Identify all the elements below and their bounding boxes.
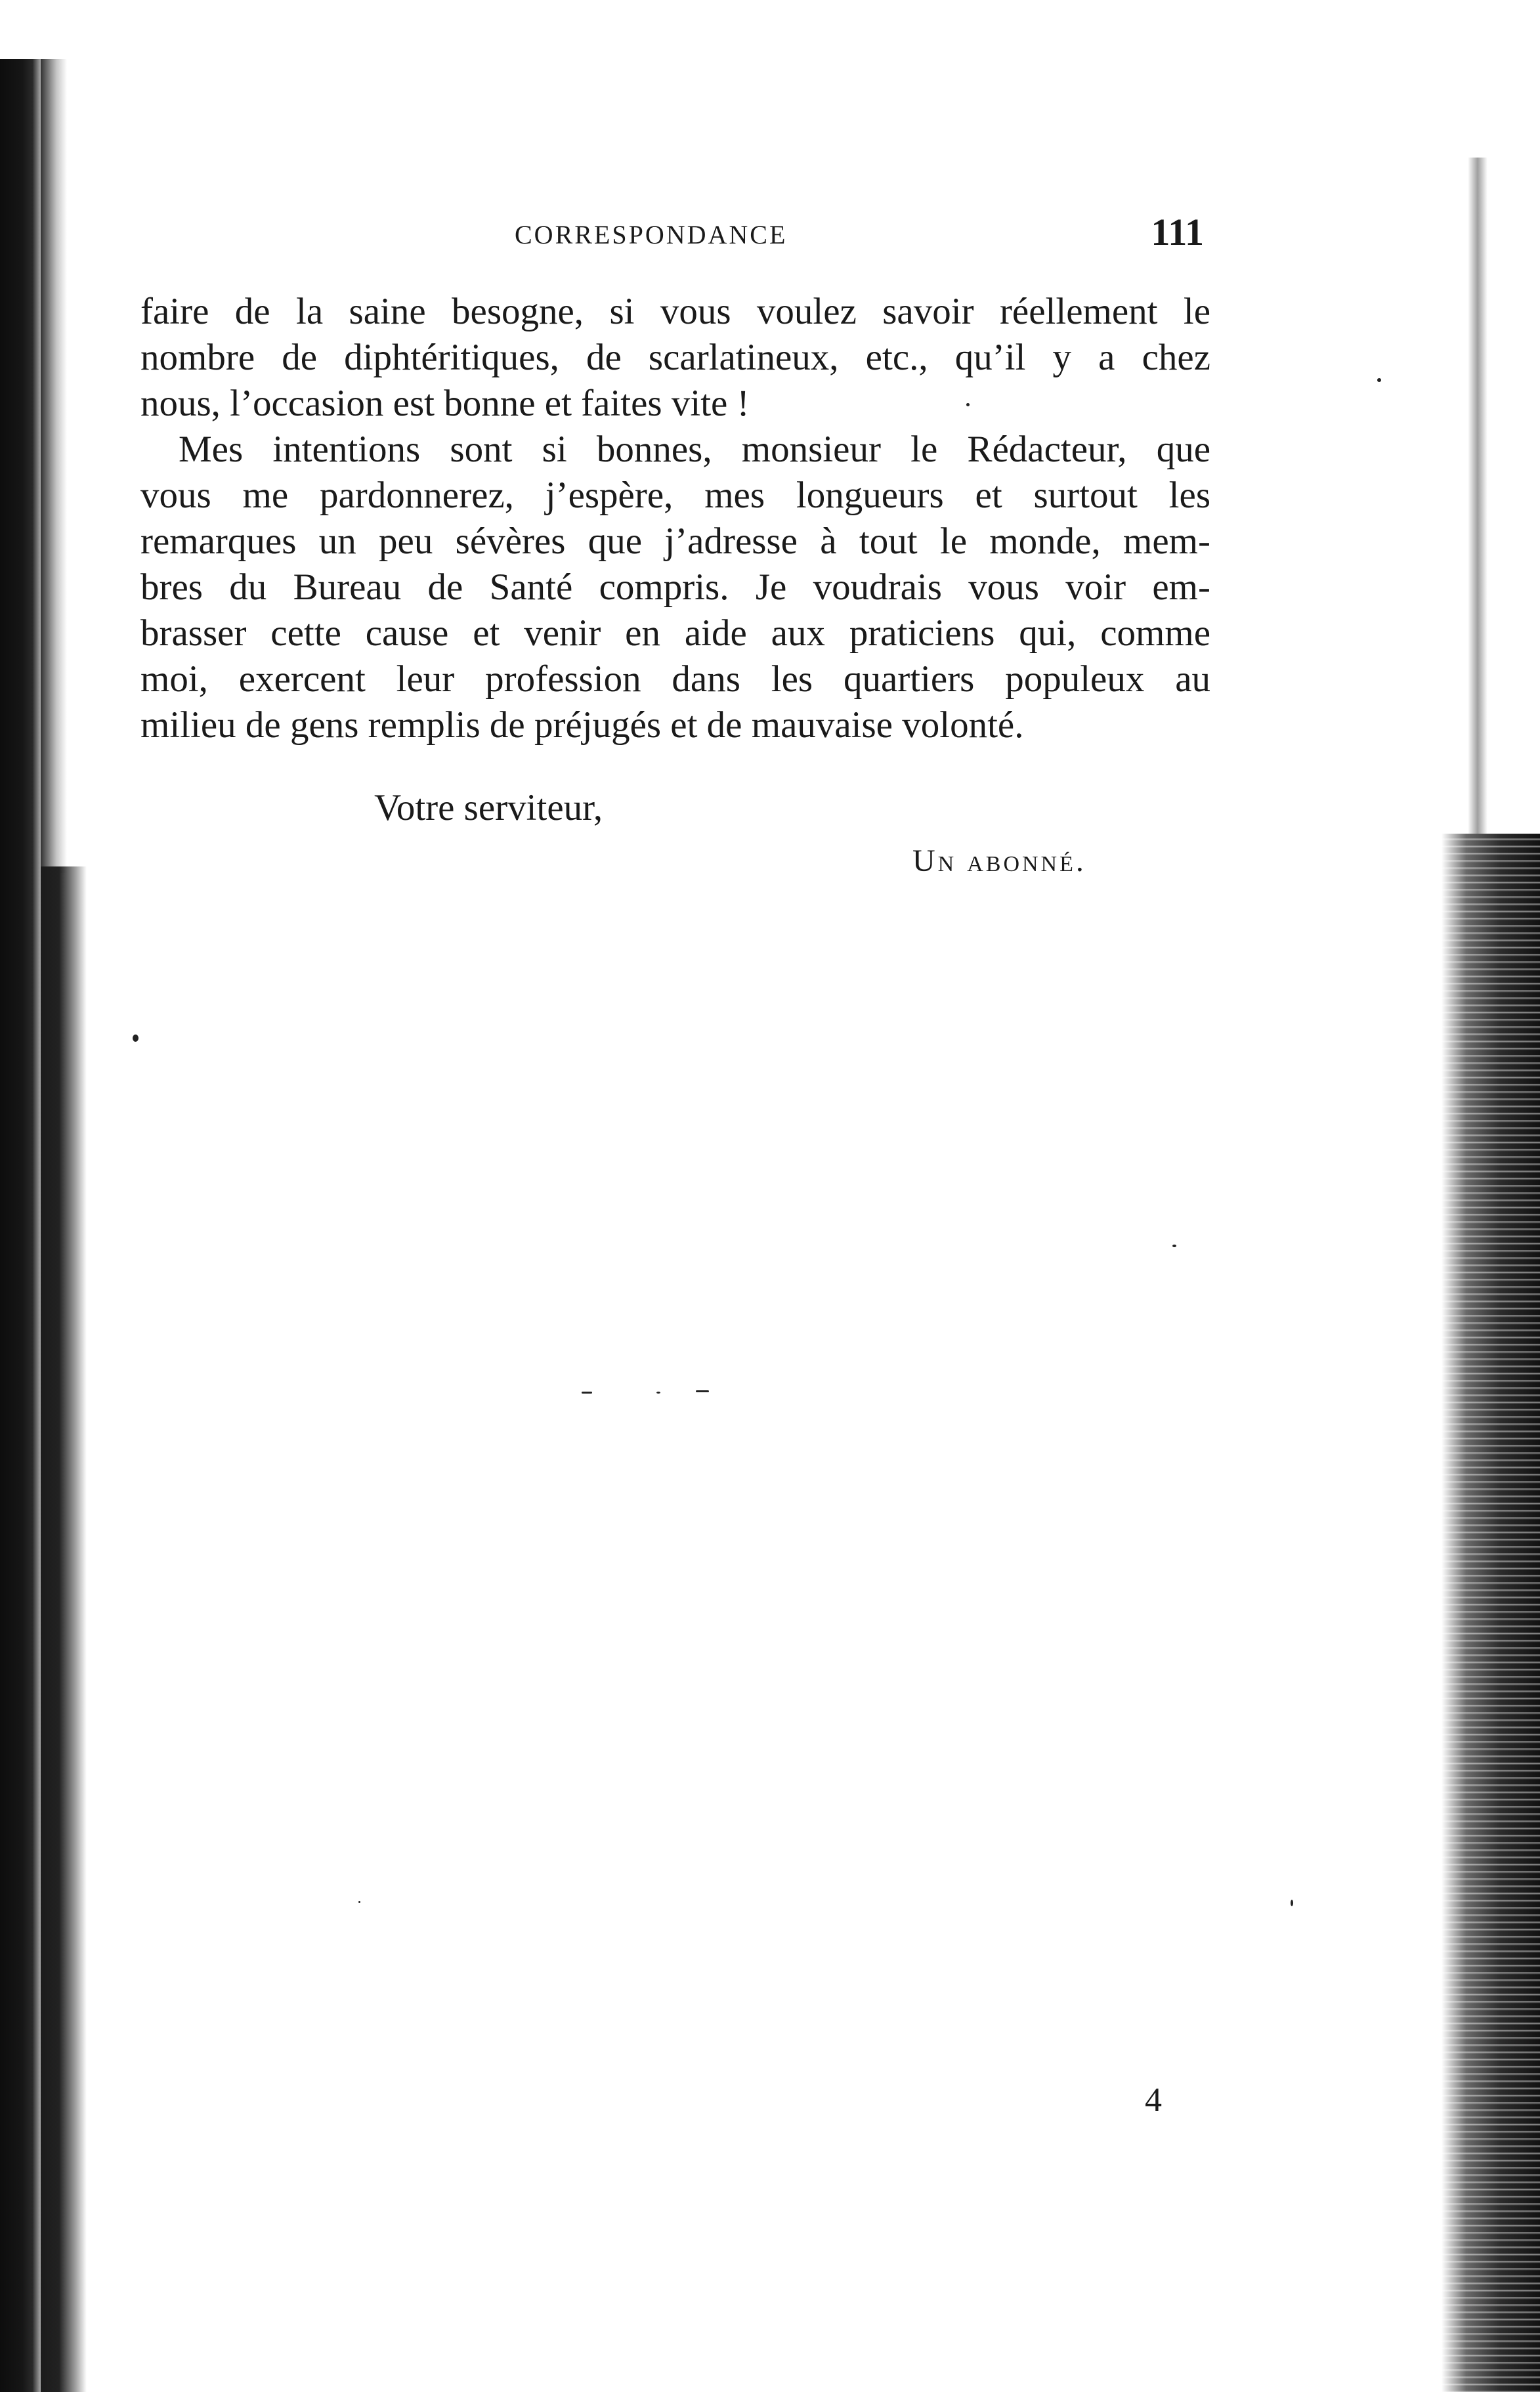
text-line: nous, l’occasion est bonne et faites vite ! — [140, 383, 750, 424]
text-line: brasser cette cause et venir en aide aux praticiens qui, comme — [140, 612, 1210, 654]
text-line: Mes intentions sont si bonnes, monsieur le Rédacteur, que — [179, 429, 1210, 470]
letter-body — [140, 289, 1210, 748]
scan-speck — [582, 1392, 592, 1394]
letter-closing: Votre serviteur, — [374, 787, 603, 828]
text-line: faire de la saine besogne, si vous voulez savoir réellement le — [140, 291, 1210, 332]
scan-right-shadow — [1468, 158, 1487, 840]
page-header — [140, 205, 1210, 257]
sheet-number: 4 — [1145, 2082, 1162, 2119]
text-line: moi, exercent leur profession dans les quartiers populeux au — [140, 658, 1210, 700]
scan-speck — [133, 1035, 139, 1042]
scan-speck — [696, 1390, 709, 1392]
page-number: 111 — [1151, 211, 1204, 253]
letter-signature: Un abonné. — [912, 844, 1086, 878]
text-line: bres du Bureau de Santé compris. Je voudrais vous voir em- — [140, 566, 1210, 608]
scan-left-gutter — [41, 866, 87, 2392]
text-line: remarques un peu sévères que j’adresse à tout le monde, mem- — [140, 521, 1210, 562]
scan-left-shadow — [41, 59, 67, 873]
text-line: vous me pardonnerez, j’espère, mes longueurs et surtout les — [140, 475, 1210, 516]
running-head: CORRESPONDANCE — [515, 220, 788, 249]
scan-speck — [1291, 1900, 1293, 1906]
scan-right-edge — [1442, 834, 1540, 2392]
text-line: milieu de gens remplis de préjugés et de mauvaise volonté. — [140, 704, 1024, 746]
scan-speck — [656, 1392, 660, 1394]
scan-speck — [358, 1901, 360, 1903]
scan-speck — [1377, 378, 1381, 382]
scan-speck — [966, 403, 970, 406]
scan-left-edge — [0, 59, 41, 2392]
scan-speck — [1172, 1245, 1176, 1247]
text-line: nombre de diphtéritiques, de scarlatineux, etc., qu’il y a chez — [140, 337, 1210, 378]
